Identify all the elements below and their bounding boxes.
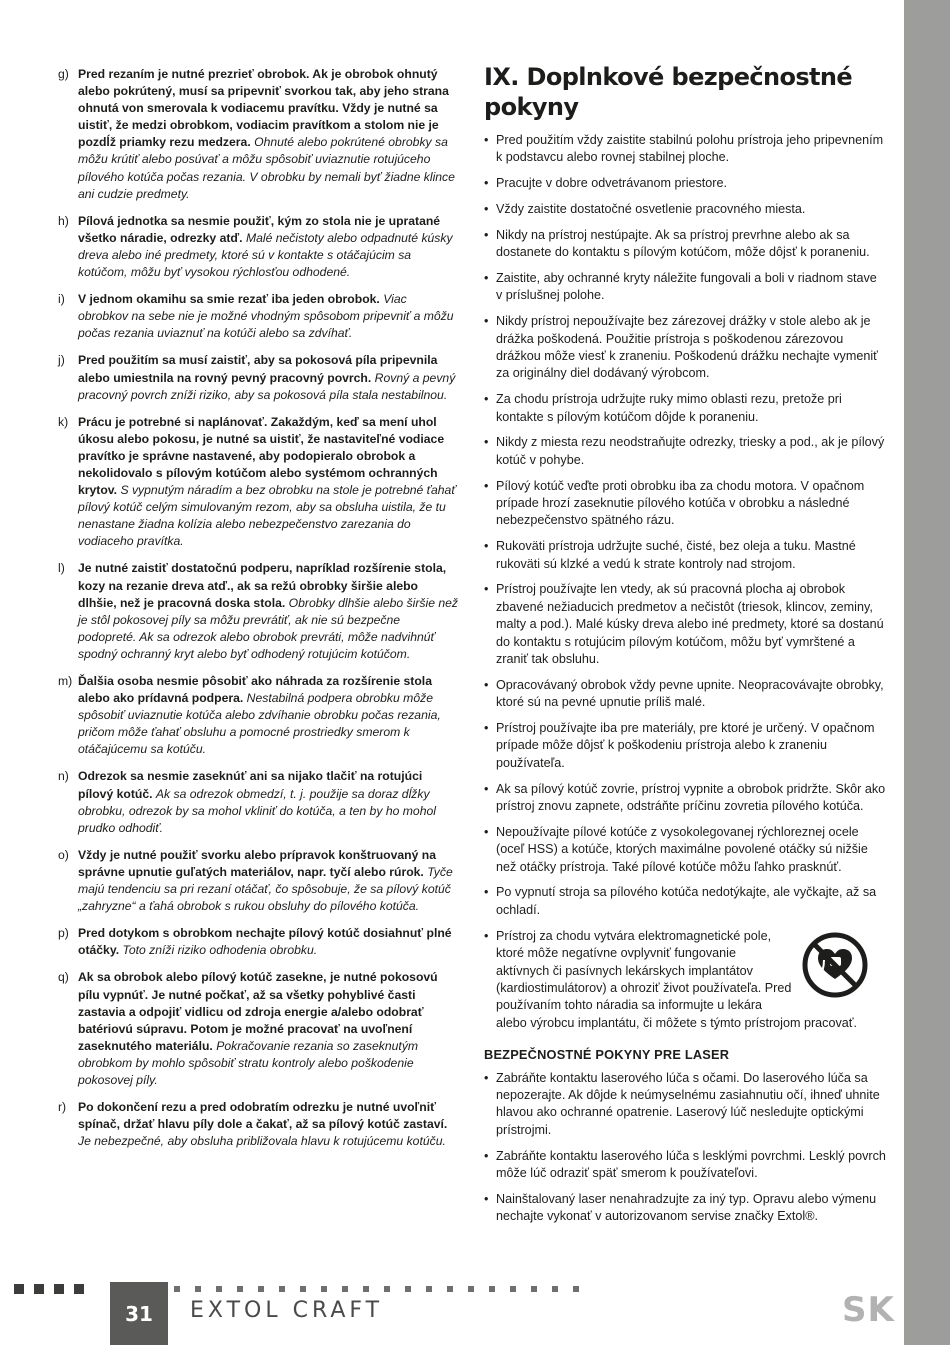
list-item: • Nepoužívajte pílové kotúče z vysokolegovanej rýchloreznej ocele (oceľ HSS) a kotúče, ktorých maximálne povolené otáčky sú nižšie než otáčky prístroja. Také pílové kotúče môžu ľahko prasknúť. [484, 824, 886, 876]
list-item: • Nikdy prístroj nepoužívajte bez zárezovej drážky v stole alebo ak je drážka poškodená. Použitie prístroja s poškodenou zárezovou drážkou môže viesť k zraneniu. Poškodenú drážku nechajte vymeniť za originálny diel dodávaný výrobcom. [484, 313, 886, 383]
list-item: • Nikdy na prístroj nestúpajte. Ak sa prístroj prevrhne alebo ak sa dostanete do kontaktu s pílovým kotúčom, môže dôjsť k poraneniu. [484, 227, 886, 262]
list-item: • Ak sa pílový kotúč zovrie, prístroj vypnite a obrobok pridržte. Skôr ako prístroj znovu zapnete, odstráňte príčinu zovretia pílového kotúča. [484, 781, 886, 816]
pacemaker-warning-text: Prístroj za chodu vytvára elektromagnetické pole, ktoré môže negatívne ovplyvniť fungovanie aktívnych či pasívnych lekárskych implantátov (kardiostimulátorov) a ohroziť život používateľa. Pred používaním tohto náradia sa informujte u lekára alebo výrobcu implantátu, či môžete s týmto prístrojom pracovať. [496, 928, 857, 1030]
decor-dot [216, 1286, 222, 1292]
item-bold-text: Ak sa obrobok alebo pílový kotúč zasekne, je nutné pokosovú pílu vypnúť. Je nutné počkať, až sa všetky pohyblivé časti zastavia a odpojiť vidlicu od zdroja energie a/alebo odobrať batériovú súpravu. Potom je možné pracovať na uvoľnení zaseknutého materiálu. [78, 970, 438, 1053]
list-item: • Zabráňte kontaktu laserového lúča s očami. Do laserového lúča sa nepozerajte. Ak dôjde k neúmyselnému zasiahnutiu očí, ihneď uhnite hlavou ako ochranné opatrenie. Laserový lúč nesledujte optickými prístrojmi. [484, 1070, 886, 1140]
decor-dot [531, 1286, 537, 1292]
list-item [58, 560, 458, 663]
laser-bullet-list [484, 1070, 886, 1226]
item-letter: r) [58, 1100, 67, 1115]
item-italic-text: Pokračovanie rezania so zaseknutým obrobkom by mohlo spôsobiť stratu kontroly alebo poškodenie pokosovej píly. [78, 1038, 419, 1087]
item-italic-text: Je nebezpečné, aby obsluha približovala hlavu k rotujúcemu kotúču. [78, 1134, 446, 1149]
left-column [58, 66, 458, 1160]
footer-decoration-dots [174, 1286, 579, 1292]
item-letter: k) [58, 414, 69, 429]
section-title: IX. Doplnkové bezpečnostné pokyny [484, 63, 853, 121]
item-bold-text: Je nutné zaistiť dostatočnú podperu, napríklad rozšírenie stola, kozy na rezanie dreva atď., ak sa režú obrobky širšie alebo dlhšie, než je pracovná doska stola. [78, 561, 447, 610]
list-item: • Pílový kotúč veďte proti obrobku iba za chodu motora. V opačnom prípade hrozí zaseknutie pílového kotúča v obrobku a následné nebezpečenstvo spätného rázu. [484, 478, 886, 530]
item-italic-text: Ak sa odrezok obmedzí, t. j. použije sa doraz dĺžky obrobku, odrezok by sa mohol vkliniť do kotúča, a ten by ho mohol prudko odhodiť. [78, 786, 436, 835]
item-letter: m) [58, 674, 73, 688]
list-item [58, 673, 458, 758]
decor-dot [300, 1286, 306, 1292]
decor-dot [279, 1286, 285, 1292]
laser-safety-heading: BEZPEČNOSTNÉ POKYNY PRE LASER [484, 1047, 730, 1063]
item-bold-text: Prácu je potrebné si naplánovať. Zakaždým, keď sa mení uhol úkosu alebo pokosu, je nutné sa uistiť, že nastaviteľné vodiace pravítko je správne nastavené, aby podopieralo obrobok a nekolidovalo s pílovým kotúčom alebo systémom ochranných krytov. [78, 414, 445, 498]
list-item [58, 291, 458, 342]
list-item [58, 969, 458, 1089]
pacemaker-warning-item [484, 928, 886, 1032]
item-bold-text: Pred dotykom s obrobkom nechajte pílový kotúč dosiahnuť plné otáčky. [78, 926, 452, 958]
list-item [58, 847, 458, 915]
page-number: 31 [110, 1282, 168, 1345]
decor-dot [510, 1286, 516, 1292]
item-letter: j) [58, 353, 65, 368]
item-italic-text: Rovný a pevný pracovný povrch zníži riziko, aby sa pokosová píla stala nestabilnou. [78, 370, 456, 402]
list-item: • Nikdy z miesta rezu neodstraňujte odrezky, triesky a pod., ak je pílový kotúč v pohybe. [484, 434, 886, 469]
item-italic-text: Malé nečistoty alebo odpadnuté kúsky dreva alebo iné predmety, ktoré sú v kontakte s otáčajúcim sa kotúčom, môžu byť vysokou rýchlosťou odhodené. [78, 230, 453, 280]
list-item [58, 1099, 458, 1150]
item-letter: o) [58, 847, 69, 862]
item-italic-text: Obrobky dlhšie alebo širšie než je stôl pokosovej píly sa môžu prevrátiť, ak nie sú bezpečne podopreté. Ak sa odrezok alebo obrobok prevráti, môže nadvihnúť spodný ochranný kryt alebo byť odhodený rotujúcim kotúčom. [78, 595, 459, 661]
right-column [484, 62, 886, 1234]
list-item [58, 925, 458, 959]
item-letter: n) [58, 769, 69, 784]
item-italic-text: Viac obrobkov na sebe nie je možné vhodným spôsobom pripevniť a môžu počas rezania uviaznuť na kotúči alebo sa zdvíhať. [78, 292, 454, 341]
item-italic-text: Toto zníži riziko odhodenia obrobku. [122, 943, 318, 958]
decor-dot [573, 1286, 579, 1292]
side-color-bar [904, 0, 950, 1345]
item-bold-text: Ďalšia osoba nesmie pôsobiť ako náhrada za rozšírenie stola alebo ako prídavná podpera. [78, 674, 432, 706]
decor-dot [447, 1286, 453, 1292]
no-pacemaker-prohibition-icon [802, 932, 868, 998]
list-item [58, 213, 458, 281]
decor-dot [321, 1286, 327, 1292]
decor-square [74, 1284, 84, 1294]
item-italic-text: Ohnuté alebo pokrútené obrobky sa môžu krútiť alebo posúvať a môžu spôsobiť uviaznutie rotujúceho pílového kotúča počas rezania. V obrobku by nemali byť žiadne klince ani cudzie predmety. [78, 135, 455, 201]
list-item: • Po vypnutí stroja sa pílového kotúča nedotýkajte, ale vyčkajte, až sa ochladí. [484, 884, 886, 919]
item-italic-text: S vypnutým náradím a bez obrobku na stole je potrebné ťahať pílový kotúč celým simulovaným rezom, aby sa obsluha uistila, že tu nenastane žiadna kolízia alebo nebezpečenstvo zarezania do vodiaceho pravítka. [78, 483, 456, 549]
item-bold-text: Odrezok sa nesmie zaseknúť ani sa nijako tlačiť na rotujúci pílový kotúč. [78, 769, 423, 801]
item-bold-text: Pred použitím sa musí zaistiť, aby sa pokosová píla pripevnila alebo umiestnila na rovný pevný pracovný povrch. [78, 353, 438, 385]
decor-dot [363, 1286, 369, 1292]
item-bold-text: Pred rezaním je nutné prezrieť obrobok. Ak je obrobok ohnutý alebo pokrútený, musí sa pripevniť svorkou tak, aby jeho strana ohnutá von smerovala k vodiacemu pravítku. Vždy je nutné sa uistiť, že medzi obrobkom, vodiacim pravítkom a stolom nie je pozdĺž priamky rezu medzera. [78, 67, 449, 150]
decor-dot [426, 1286, 432, 1292]
list-item: • Prístroj používajte len vtedy, ak sú pracovná plocha aj obrobok zbavené nežiaducich predmetov a nečistôt (triesok, klincov, zeminy, malty a pod.). Malé kúsky dreva alebo iné predmety, ktoré sa dostanú do kontaktu s rotujúcim pílovým kotúčom, môžu byť vymrštené a zraniť tak obsluhu. [484, 581, 886, 668]
item-italic-text: Nestabilná podpera obrobku môže spôsobiť uviaznutie kotúča alebo zdvíhanie obrobku počas rezania, pričom môže ťahať obsluhu a pomocné prostriedky smerom k otáčajúcemu sa kotúču. [78, 691, 441, 757]
item-bold-text: Po dokončení rezu a pred odobratím odrezku je nutné uvoľniť spínač, držať hlavu píly dole a čakať, až sa pílový kotúč zastaví. [78, 1100, 448, 1132]
decor-square [14, 1284, 24, 1294]
decor-dot [405, 1286, 411, 1292]
footer-decoration-squares [14, 1284, 84, 1294]
item-letter: p) [58, 926, 69, 941]
list-item: • Prístroj používajte iba pre materiály, pre ktoré je určený. V opačnom prípade môže dôjsť k poškodeniu prístroja alebo k zraneniu používateľa. [484, 720, 886, 772]
item-letter: h) [58, 213, 69, 228]
item-bold-text: V jednom okamihu sa smie rezať iba jeden obrobok. [78, 292, 380, 307]
list-item: • Zabráňte kontaktu laserového lúča s lesklými povrchmi. Lesklý povrch môže lúč odraziť späť smerom k používateľovi. [484, 1148, 886, 1183]
list-item [58, 352, 458, 403]
list-item: • Zaistite, aby ochranné kryty náležite fungovali a boli v riadnom stave v príslušnej polohe. [484, 270, 886, 305]
list-item: • Pred použitím vždy zaistite stabilnú polohu prístroja jeho pripevnením k podstavcu alebo rovnej stabilnej ploche. [484, 132, 886, 167]
safety-bullet-list [484, 132, 886, 1032]
list-item: • Rukoväti prístroja udržujte suché, čisté, bez oleja a tuku. Mastné rukoväti sú klzké a vedú k strate kontroly nad strojom. [484, 538, 886, 573]
list-item [58, 414, 458, 551]
list-item: • Za chodu prístroja udržujte ruky mimo oblasti rezu, pretože pri kontakte s pílovým kotúčom dôjde k poraneniu. [484, 391, 886, 426]
decor-dot [258, 1286, 264, 1292]
decor-dot [489, 1286, 495, 1292]
decor-dot [237, 1286, 243, 1292]
decor-dot [384, 1286, 390, 1292]
item-letter: i) [58, 292, 65, 307]
decor-dot [174, 1286, 180, 1292]
list-item [58, 768, 458, 836]
language-code: SK [842, 1290, 895, 1330]
item-letter: q) [58, 970, 69, 985]
decor-dot [195, 1286, 201, 1292]
decor-dot [342, 1286, 348, 1292]
list-item: • Vždy zaistite dostatočné osvetlenie pracovného miesta. [484, 201, 886, 218]
list-item: • Pracujte v dobre odvetrávanom priestore. [484, 175, 886, 192]
decor-square [54, 1284, 64, 1294]
item-bold-text: Pílová jednotka sa nesmie použiť, kým zo stola nie je upratané všetko náradie, odrezky atď. [78, 213, 441, 245]
list-item: • Nainštalovaný laser nenahradzujte za iný typ. Opravu alebo výmenu nechajte vykonať v autorizovanom servise značky Extol®. [484, 1191, 886, 1226]
decor-dot [468, 1286, 474, 1292]
item-italic-text: Tyče majú tendenciu sa pri rezaní otáčať, čo spôsobuje, že sa pílový kotúč „zahryzne“ a ťahá obrobok s rukou obsluhy do pílového kotúča. [78, 864, 453, 914]
list-item [58, 66, 458, 203]
decor-dot [552, 1286, 558, 1292]
item-letter: l) [58, 561, 65, 576]
decor-square [34, 1284, 44, 1294]
item-bold-text: Vždy je nutné použiť svorku alebo prípravok konštruovaný na správne upnutie guľatých materiálov, napr. tyčí alebo rúrok. [78, 847, 436, 879]
brand-logo: EXTOL CRAFT [190, 1298, 384, 1323]
item-letter: g) [58, 67, 69, 81]
list-item: • Opracovávaný obrobok vždy pevne upnite. Neopracovávajte obrobky, ktoré sú na pevné upnutie príliš malé. [484, 677, 886, 712]
